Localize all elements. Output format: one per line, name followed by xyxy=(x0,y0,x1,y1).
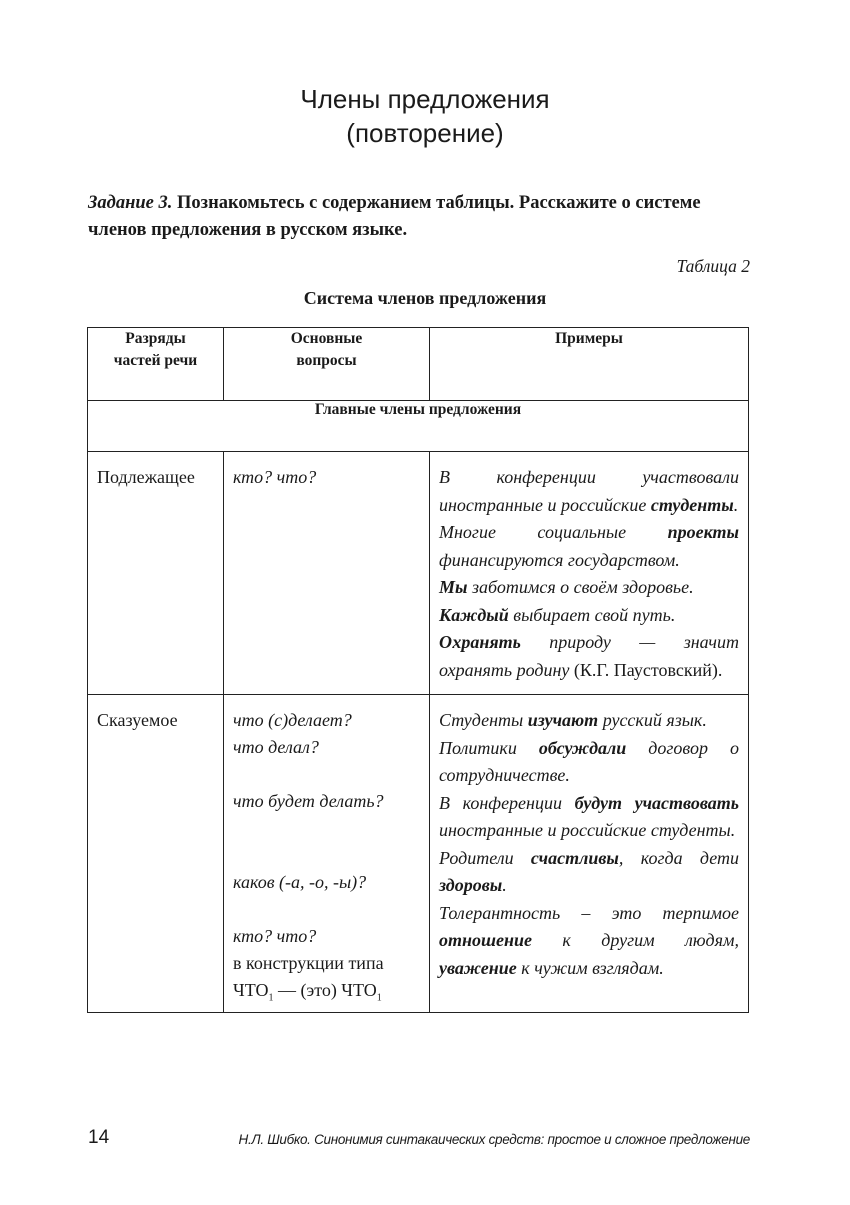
header-examples: Примеры xyxy=(430,328,749,401)
example-item: Охранять природу — значит охранять родину (К.Г. Паустовский). xyxy=(439,632,739,680)
table-row-predicate xyxy=(88,695,749,1013)
question-item: в конструкции типа xyxy=(233,953,384,973)
term-predicate: Сказуемое xyxy=(88,695,224,1013)
examples-subject xyxy=(430,452,749,695)
example-item: Каждый выбирает свой путь. xyxy=(439,604,676,625)
example-item: Толерантность – это терпимое отношение к другим людям, уважение к чужим взглядам. xyxy=(439,902,739,978)
table-header-row xyxy=(88,328,749,401)
citation: (К.Г. Паустовский). xyxy=(573,659,723,680)
example-item: В конференции будут участвовать иностранные и российские студенты. xyxy=(439,792,739,840)
table-caption: Система членов предложения xyxy=(303,288,547,308)
example-item: Мы заботимся о своём здоровье. xyxy=(439,577,694,597)
example-item: Политики обсуждали договор о сотрудничестве. xyxy=(439,737,739,785)
question-item: кто? что? xyxy=(233,926,317,946)
example-item: В конференции участвовали иностранные и российские студенты. xyxy=(439,467,739,515)
page-title xyxy=(0,82,850,150)
header-categories-line1: Разряды xyxy=(125,330,186,347)
question-item: что будет делать? xyxy=(233,791,384,811)
question-item: что делал? xyxy=(233,737,319,757)
section-row xyxy=(88,401,749,452)
header-questions-line1: Основные xyxy=(290,330,363,347)
header-questions xyxy=(224,328,430,401)
questions-subject: кто? что? xyxy=(224,452,430,695)
example-item: Родители счастливы, когда дети здоровы. xyxy=(439,847,739,895)
header-categories xyxy=(88,328,224,401)
example-item: Многие социальные проекты финансируются государством. xyxy=(439,522,739,570)
header-questions-line2: вопросы xyxy=(296,352,357,369)
task-text: Познакомьтесь с содержанием таблицы. Расскажите о системе членов предложения в русском языке. xyxy=(88,193,701,240)
page-number: 14 xyxy=(88,1127,110,1148)
members-table xyxy=(87,327,749,1013)
example-item: Студенты изучают русский язык. xyxy=(439,710,707,730)
section-title: Главные члены предложения xyxy=(88,401,749,452)
header-categories-line2: частей речи xyxy=(113,352,198,369)
running-footer: Н.Л. Шибко. Синонимия синтакаических средств: простое и сложное предложение xyxy=(238,1132,750,1147)
questions-predicate xyxy=(224,695,430,1013)
task-paragraph xyxy=(88,190,752,244)
task-lead: Задание 3. xyxy=(88,193,173,213)
table-row-subject xyxy=(88,452,749,695)
question-item: $ЧТО_1$ — (это) $ЧТО_1$ xyxy=(233,980,382,1004)
term-subject: Подлежащее xyxy=(88,452,224,695)
examples-predicate xyxy=(430,695,749,1013)
title-line-1: Члены предложения xyxy=(300,84,550,114)
question-item: каков (-а, -о, -ы)? xyxy=(233,872,367,892)
table-number: Таблица 2 xyxy=(676,256,750,276)
question-item: что (с)делает? xyxy=(233,710,352,730)
title-line-2: (повторение) xyxy=(346,118,504,148)
